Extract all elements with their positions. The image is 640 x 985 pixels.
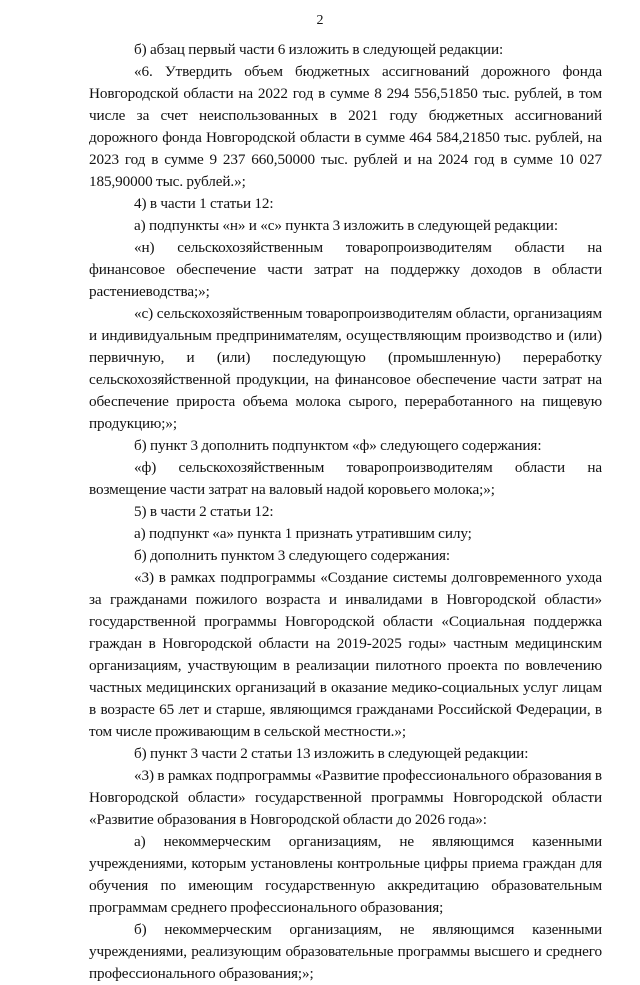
paragraph-point-3-long-term-care: «3) в рамках подпрограммы «Создание системы долговременного ухода за гражданами пожилого возраста и инвалидами в Новгородской области» государственной программы Новгородской области «Социальная поддержка граждан в Новгородской области на 2019-2025 годы» частным медицинским организациям, участвующим в реализации пилотного проекта по вовлечению частных медицинских организаций в оказание медико-социальных услуг лицам в возрасте 65 лет и старше, являющимся гражданами Российской Федерации, в том числе проживающим в сельской местности.»; [89, 569, 602, 740]
paragraph-article-12-part-2: 5) в части 2 статьи 12: [134, 503, 274, 520]
paragraph-article-13: б) пункт 3 части 2 статьи 13 изложить в следующей редакции: [134, 745, 529, 762]
paragraph-subpoint-a-void: а) подпункт «а» пункта 1 признать утратившим силу; [134, 525, 472, 542]
paragraph-6-first-abzac: б) абзац первый части 6 изложить в следующей редакции: [134, 41, 504, 58]
paragraph-road-fund: «6. Утвердить объем бюджетных ассигнований дорожного фонда Новгородской области на 2022 год в сумме 8 294 556,51850 тыс. рублей, в том числе за счет неиспользованных в 2021 году бюджетных ассигнований дорожного фонда Новгородской области в сумме 464 584,21850 тыс. рублей, на 2023 год в сумме 9 237 660,50000 тыс. рублей и на 2024 год в сумме 10 027 185,90000 тыс. рублей.»; [89, 63, 602, 190]
paragraph-subpoint-f: «ф) сельскохозяйственным товаропроизводителям области на возмещение части затрат на валовый надой коровьего молока;»; [89, 459, 602, 498]
paragraph-add-subpoint-f: б) пункт 3 дополнить подпунктом «ф» следующего содержания: [134, 437, 542, 454]
paragraph-article-12-part-1: 4) в части 1 статьи 12: [134, 195, 274, 212]
paragraph-subpoint-n: «н) сельскохозяйственным товаропроизводителям области на финансовое обеспечение части затрат на поддержку доходов в области растениеводства;»; [89, 239, 602, 300]
paragraph-add-point-3: б) дополнить пунктом 3 следующего содержания: [134, 547, 451, 564]
document-body [89, 39, 602, 985]
paragraph-subpoint-s: «с) сельскохозяйственным товаропроизводителям области, организациям и индивидуальным предпринимателям, осуществляющим производство и (или) первичную, и (или) последующую (промышленную) переработку сельскохозяйственной продукции, на финансовое обеспечение части затрат на обеспечение прироста объема молока сырого, переработанного на пищевую продукцию;»; [89, 305, 602, 432]
paragraph-point-3-education: «3) в рамках подпрограммы «Развитие профессионального образования в Новгородской области» государственной программы Новгородской области «Развитие образования в Новгородской области до 2026 года»: [89, 767, 602, 828]
paragraph-education-a: а) некоммерческим организациям, не являющимся казенными учреждениями, которым установлены контрольные цифры приема граждан для обучения по имеющим государственную аккредитацию образовательным программам среднего профессионального образования; [89, 833, 602, 916]
paragraph-education-b: б) некоммерческим организациям, не являющимся казенными учреждениями, реализующим образовательные программы высшего и среднего профессионального образования;»; [89, 921, 602, 982]
paragraph-subpoints-n-s: а) подпункты «н» и «с» пункта 3 изложить в следующей редакции: [134, 217, 558, 234]
page-number: 2 [316, 13, 324, 28]
